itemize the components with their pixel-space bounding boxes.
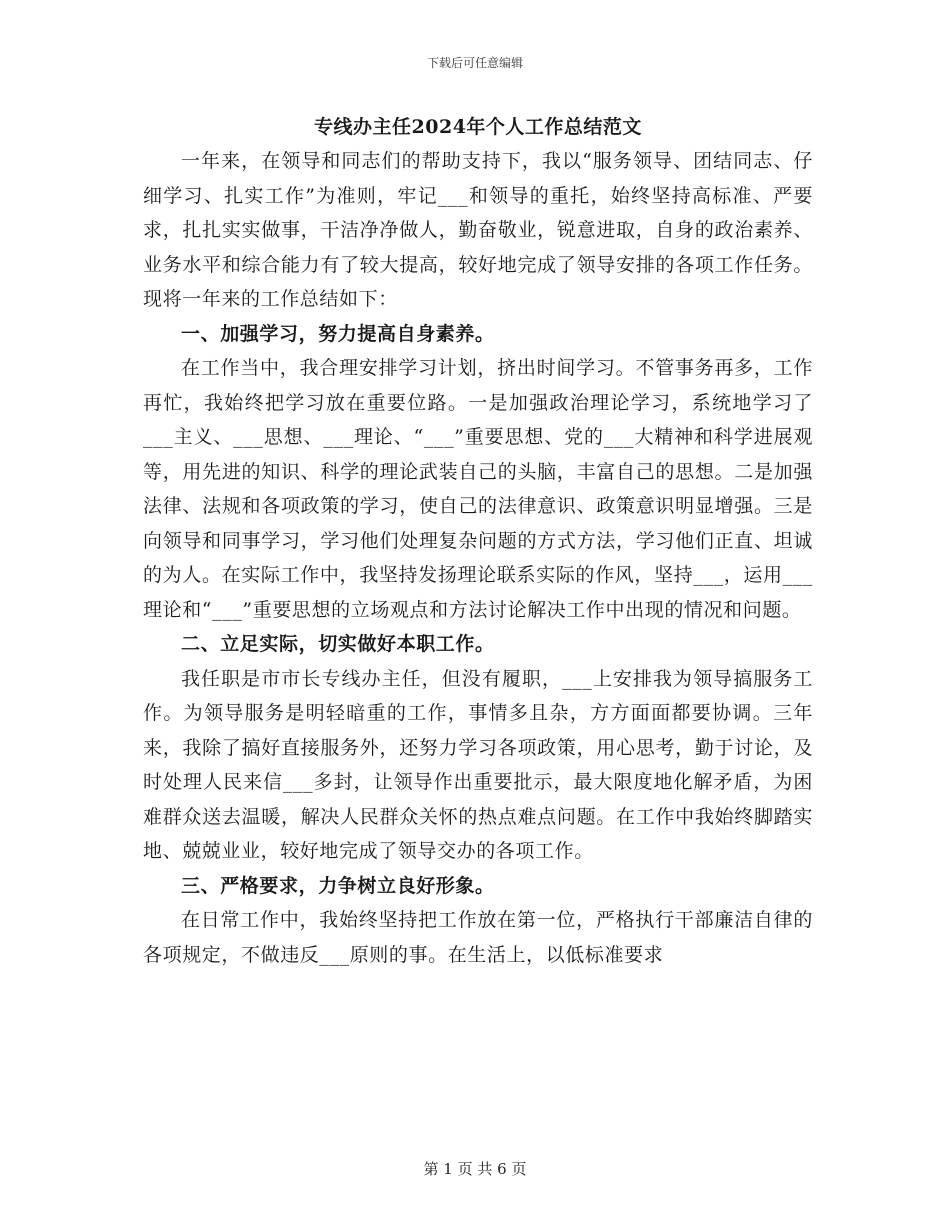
- section-3-heading: 三、严格要求，力争树立良好形象。: [181, 874, 495, 897]
- section-2-paragraph: 我任职是市市长专线办主任，但没有履职，___上安排我为领导搞服务工作。为领导服务是明轻暗重的工作，事情多且杂，方方面面都要协调。三年来，我除了搞好直接服务外，还努力学习各项政策，用心思考，勤于讨论，及时处理人民来信___多封，让领导作出重要批示，最大限度地化解矛盾，为困难群众送去温暖，解决人民群众关怀的热点难点问题。在工作中我始终脚踏实地、兢兢业业，较好地完成了领导交办的各项工作。: [143, 667, 813, 862]
- section-1-heading: 一、加强学习，努力提高自身素养。: [181, 322, 495, 345]
- document-body: [143, 110, 813, 972]
- section-1-paragraph: 在工作当中，我合理安排学习计划，挤出时间学习。不管事务再多，工作再忙，我始终把学习放在重要位路。一是加强政治理论学习，系统地学习了___主义、___思想、___理论、“___”重要思想、党的___大精神和科学进展观等，用先进的知识、科学的理论武装自己的头脑，丰富自己的思想。二是加强法律、法规和各项政策的学习，使自己的法律意识、政策意识明显增强。三是向领导和同事学习，学习他们处理复杂问题的方式方法，学习他们正直、坦诚的为人。在实际工作中，我坚持发扬理论联系实际的作风，坚持___，运用___理论和“___”重要思想的立场观点和方法讨论解决工作中出现的情况和问题。: [143, 357, 813, 621]
- intro-paragraph: 一年来，在领导和同志们的帮助支持下，我以“服务领导、团结同志、仔细学习、扎实工作”为准则，牢记___和领导的重托，始终坚持高标准、严要求，扎扎实实做事，干洁净净做人，勤奋敬业，锐意进取，自身的政治素养、业务水平和综合能力有了较大提高，较好地完成了领导安排的各项工作任务。现将一年来的工作总结如下：: [143, 150, 813, 310]
- section-3-paragraph: 在日常工作中，我始终坚持把工作放在第一位，严格执行干部廉洁自律的各项规定，不做违反___原则的事。在生活上，以低标准要求: [143, 909, 813, 966]
- document-title: 专线办主任2024年个人工作总结范文: [314, 116, 642, 138]
- page-indicator: 第 1 页 共 6 页: [423, 1160, 527, 1178]
- header-note: 下载后可任意编辑: [426, 56, 523, 70]
- section-2-heading: 二、立足实际，切实做好本职工作。: [181, 633, 495, 655]
